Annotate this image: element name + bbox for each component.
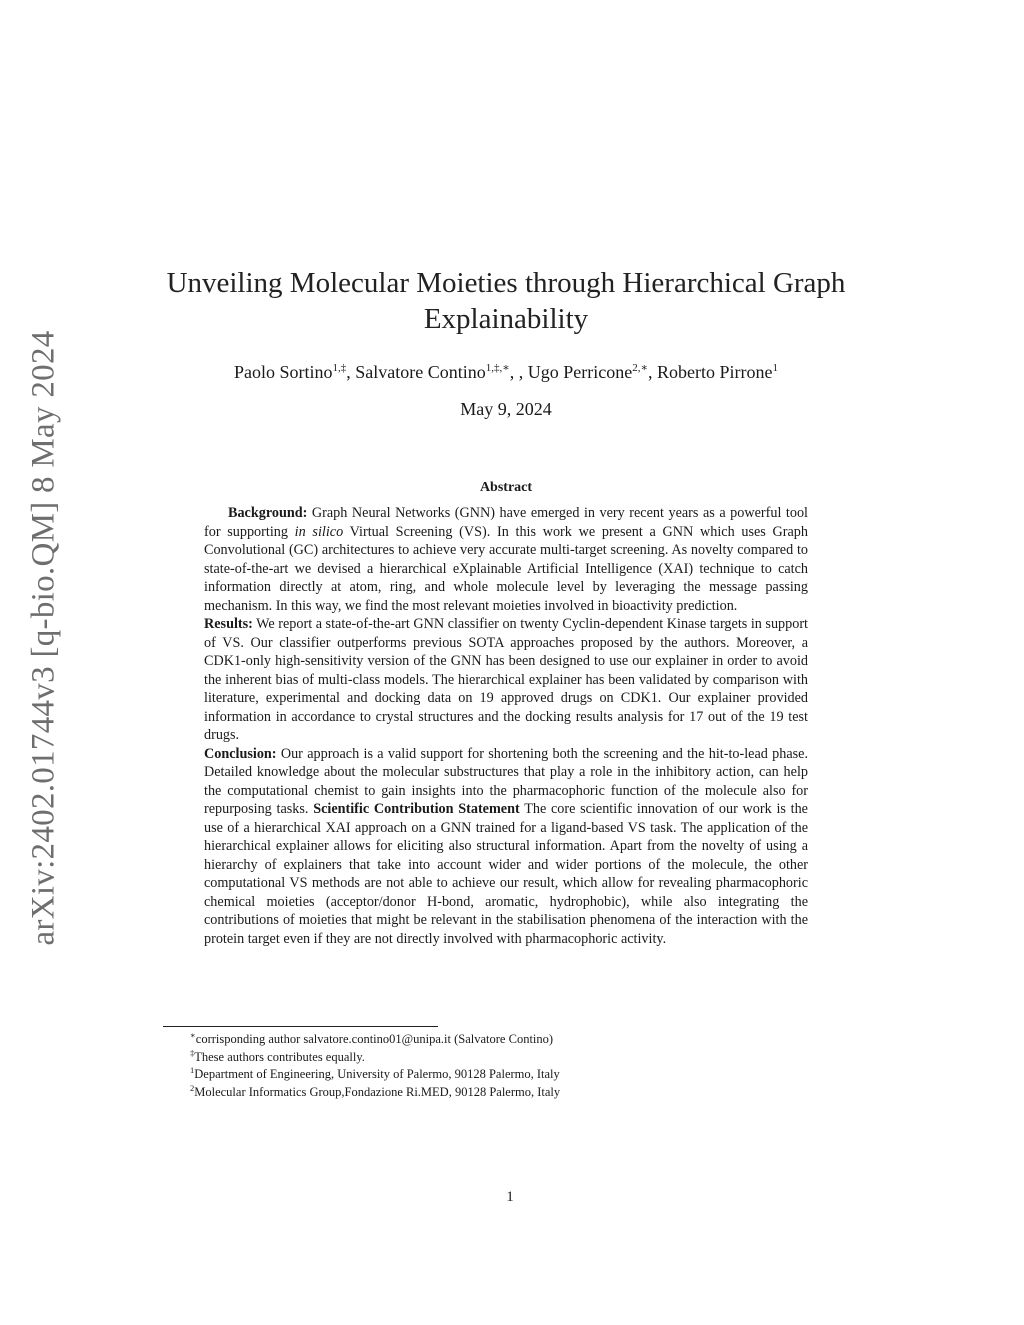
author-separator: , ,	[509, 362, 528, 382]
footnote-mark: 2	[190, 1082, 195, 1093]
footnote-text: Molecular Informatics Group,Fondazione Ri.MED, 90128 Palermo, Italy	[194, 1084, 561, 1099]
footnote-text: Department of Engineering, University of Palermo, 90128 Palermo, Italy	[194, 1067, 560, 1081]
footnote-mark: ∗	[190, 1030, 196, 1040]
conclusion-text: Our approach is a valid support for shortening both the screening and the hit-to-lead phase. Detailed knowledge about the molecular substructures that play a role in the inhibitory action, can help the computational chemist to gain insights into the pharmacophoric function of the molecule also for repurposing tasks.	[204, 745, 808, 817]
page-number: 1	[506, 1189, 514, 1205]
abstract-heading: Abstract	[479, 480, 533, 495]
contribution-label: Scientific Contribution Statement	[313, 801, 520, 817]
background-italic: in silico	[294, 523, 344, 540]
conclusion-label: Conclusion:	[204, 745, 277, 762]
footnote-corresponding	[190, 1031, 840, 1049]
results-label: Results:	[204, 616, 253, 632]
arxiv-identifier: arXiv:2402.01744v3 [q-bio.QM] 8 May 2024	[25, 330, 62, 946]
footnote-equal-contribution	[190, 1049, 840, 1067]
publication-date: May 9, 2024	[460, 399, 552, 419]
footnote-mark: ‡	[190, 1047, 195, 1058]
background-text: Graph Neural Networks (GNN) have emerged in very recent years as a powerful tool for supporting	[204, 505, 808, 540]
abstract-background	[204, 504, 808, 615]
author-name: Paolo Sortino	[234, 362, 333, 382]
contribution-text: The core scientific innovation of our work is the use of a hierarchical XAI approach on a GNN trained for a ligand-based VS task. The application of the hierarchical explainer allows for eliciting also structural information. Apart from the novelty of using a hierarchy of explainers that take into account wider and wider portions of the molecule, the other computational VS methods are not able to achieve our result, which allow for revealing pharmacophoric chemical moieties (acceptor/donor H-bond, aromatic, hydrophobic), while also integrating the contributions of moieties that might be relevant in the stabilisation phenomena of the interaction with the protein target even if they are not directly involved with pharmacophoric activity.	[204, 801, 808, 947]
author-separator: ,	[647, 362, 657, 382]
footnote-divider	[163, 1026, 438, 1027]
paper-title: Unveiling Molecular Moieties through Hierarchical Graph Explainability	[166, 267, 846, 335]
author-name: Salvatore Contino	[355, 362, 486, 382]
author-name: Ugo Perricone	[527, 362, 633, 382]
author-separator: ,	[346, 362, 356, 382]
footnote-text: These authors contributes equally.	[194, 1049, 365, 1064]
footnote-mark: 1	[190, 1065, 195, 1075]
abstract-body	[204, 504, 808, 948]
footnote-affiliation-2	[190, 1084, 840, 1102]
author-affiliation-mark: 1,‡	[332, 362, 347, 374]
author-affiliation-mark: 1	[772, 362, 778, 374]
footnotes	[190, 1031, 840, 1101]
author-list	[150, 360, 862, 384]
author-affiliation-mark: 2,∗	[632, 362, 648, 374]
footnote-text: corrisponding author salvatore.contino01@unipa.it (Salvatore Contino)	[195, 1032, 554, 1046]
abstract-results	[204, 615, 808, 745]
results-text: We report a state-of-the-art GNN classifier on twenty Cyclin-dependent Kinase targets in support of VS. Our classifier outperforms previous SOTA approaches proposed by the authors. Moreover, a CDK1-only high-sensitivity version of the GNN has been designed to use our explainer in order to avoid the inherent bias of multi-class models. The hierarchical explainer has been validated by comparison with literature, experimental and docking data on 19 approved drugs on CDK1. Our explainer provided information in accordance to crystal structures and the docking results analysis for 17 out of the 19 test drugs.	[204, 616, 808, 743]
author-name: Roberto Pirrone	[656, 362, 773, 382]
abstract-conclusion	[204, 745, 808, 949]
author-affiliation-mark: 1,‡,∗	[485, 362, 510, 374]
footnote-affiliation-1	[190, 1066, 840, 1084]
background-text-cont: Virtual Screening (VS). In this work we present a GNN which uses Graph Convolutional (GC) architectures to achieve very accurate multi-target screening. As novelty compared to state-of-the-art we devised a hierarchical eXplainable Artificial Intelligence (XAI) technique to catch information directly at atom, ring, and whole molecule level by leveraging the message passing mechanism. In this way, we find the most relevant moieties involved in bioactivity prediction.	[204, 523, 808, 614]
background-label: Background:	[228, 505, 308, 521]
